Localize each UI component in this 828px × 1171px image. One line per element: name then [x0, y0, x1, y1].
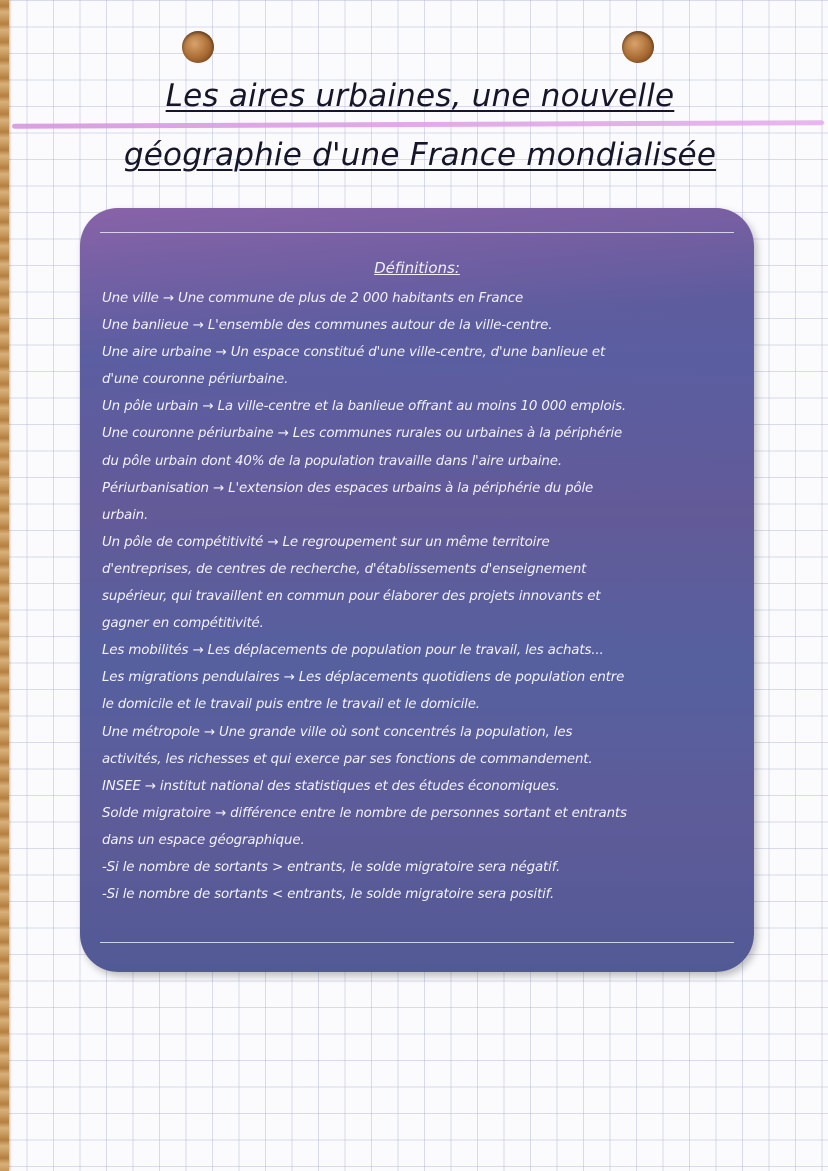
definition-line: Les mobilités → Les déplacements de population pour le travail, les achats... — [102, 643, 604, 659]
definition-line: Une ville → Une commune de plus de 2 000 habitants en France — [102, 291, 524, 306]
definition-line: -Si le nombre de sortants > entrants, le solde migratoire sera négatif. — [102, 859, 561, 875]
card-bottom-rule — [100, 942, 734, 943]
definition-line: dans un espace géographique. — [102, 832, 305, 848]
definition-line: Périurbanisation → L'extension des espaces urbains à la périphérie du pôle — [102, 480, 594, 496]
page-title-line-1: Les aires urbaines, une nouvelle — [165, 78, 675, 114]
definitions-list — [102, 285, 742, 908]
definition-line: INSEE → institut national des statistiques et des études économiques. — [102, 778, 560, 794]
page-title-line-2: géographie d'une France mondialisée — [123, 137, 717, 173]
definition-line: d'une couronne périurbaine. — [102, 372, 289, 388]
definition-line: Un pôle urbain → La ville-centre et la banlieue offrant au moins 10 000 emplois. — [102, 399, 626, 415]
definitions-card — [80, 208, 754, 972]
definition-line: Une couronne périurbaine → Les communes rurales ou urbaines à la périphérie — [102, 426, 623, 442]
card-top-rule — [100, 232, 734, 233]
binder-hole-left — [182, 31, 214, 63]
definition-line: d'entreprises, de centres de recherche, d'établissements d'enseignement — [102, 561, 587, 577]
definition-line: du pôle urbain dont 40% de la population travaille dans l'aire urbaine. — [102, 453, 562, 469]
definitions-heading: Définitions: — [374, 259, 460, 277]
definition-line: gagner en compétitivité. — [102, 616, 264, 632]
highlighter-stroke — [12, 120, 824, 129]
definition-line: le domicile et le travail puis entre le travail et le domicile. — [102, 697, 480, 713]
definition-line: Les migrations pendulaires → Les déplacements quotidiens de population entre — [102, 670, 625, 686]
definition-line: Une métropole → Une grande ville où sont concentrés la population, les — [102, 724, 573, 740]
definition-line: Une banlieue → L'ensemble des communes autour de la ville-centre. — [102, 318, 553, 334]
definition-line: supérieur, qui travaillent en commun pour élaborer des projets innovants et — [102, 589, 601, 605]
definition-line: activités, les richesses et qui exerce par ses fonctions de commandement. — [102, 751, 593, 767]
definition-line: Une aire urbaine → Un espace constitué d'une ville-centre, d'une banlieue et — [102, 345, 606, 361]
definition-line: Un pôle de compétitivité → Le regroupement sur un même territoire — [102, 534, 550, 550]
definition-line: Solde migratoire → différence entre le nombre de personnes sortant et entrants — [102, 805, 627, 821]
definition-line: -Si le nombre de sortants < entrants, le solde migratoire sera positif. — [102, 887, 555, 903]
notebook-left-edge — [0, 0, 9, 1171]
definition-line: urbain. — [102, 507, 149, 523]
binder-hole-right — [622, 31, 654, 63]
